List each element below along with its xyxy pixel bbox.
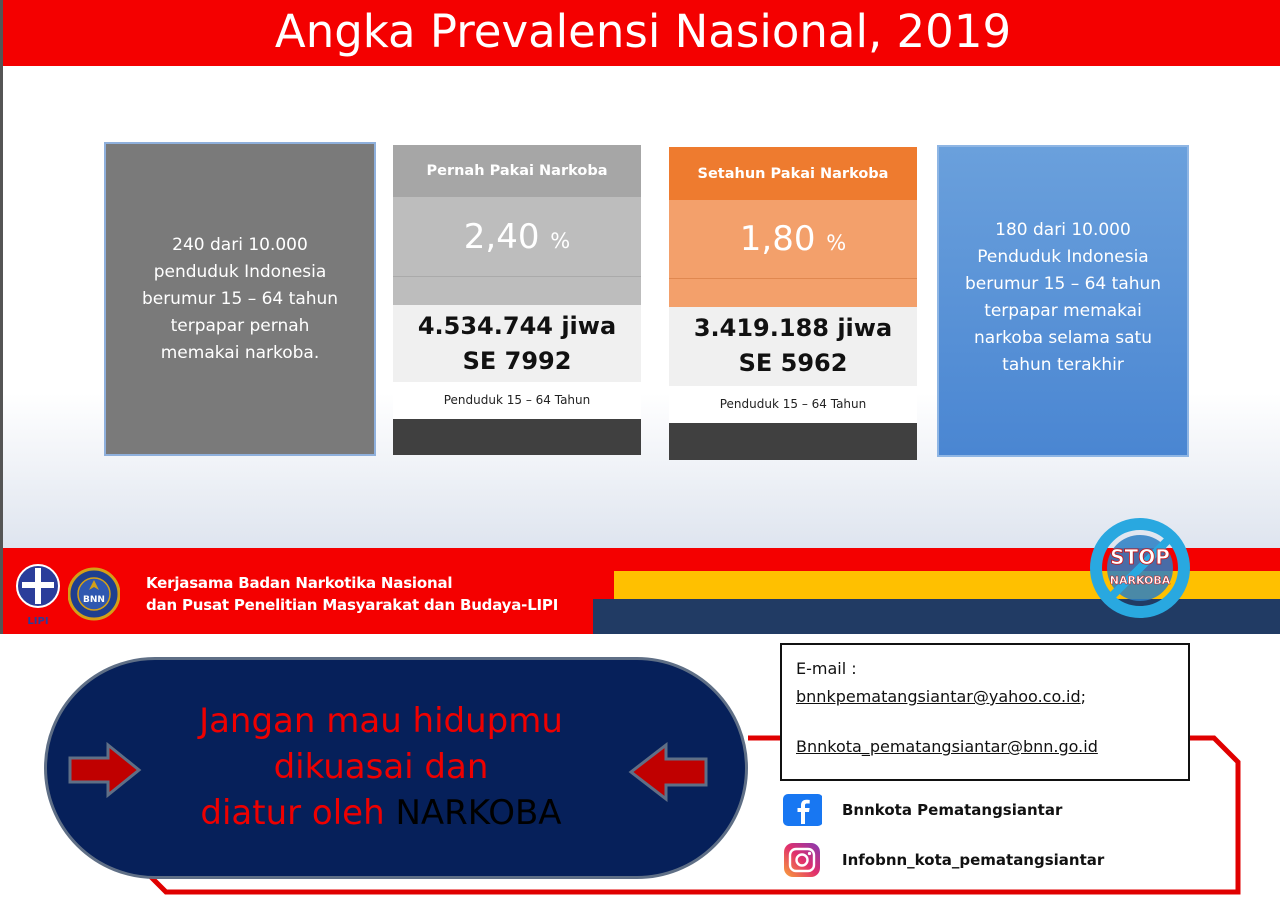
facebook-icon (782, 793, 822, 827)
card-header: Pernah Pakai Narkoba (393, 145, 641, 197)
gray-line: 240 dari 10.000 (172, 234, 308, 255)
blue-line: narkoba selama satu (974, 328, 1152, 348)
population-count: 4.534.744 jiwa SE 7992 (393, 305, 641, 382)
email-label: E-mail : (796, 659, 857, 678)
population-count: 3.419.188 jiwa SE 5962 (669, 307, 917, 386)
blue-line: Penduduk Indonesia (977, 247, 1149, 267)
email-link-yahoo[interactable]: bnnkpematangsiantar@yahoo.co.id (796, 687, 1081, 706)
blue-line: tahun terakhir (1002, 355, 1124, 375)
slide-title: Angka Prevalensi Nasional, 2019 (274, 5, 1012, 58)
blue-line: 180 dari 10.000 (995, 220, 1131, 240)
blue-line: berumur 15 – 64 tahun (964, 274, 1162, 294)
anti-drug-slogan: Jangan mau hidupmu dikuasai dan diatur oleh NARKOBA (199, 701, 563, 833)
instagram-account: Infobnn_kota_pematangsiantar (842, 851, 1105, 869)
prevalence-percent: 2,40 % (393, 197, 641, 277)
email-line: bnnkpematangsiantar@yahoo.co.id; (796, 687, 1087, 706)
email-link-bnn[interactable]: Bnnkota_pematangsiantar@bnn.go.id (796, 737, 1098, 756)
instagram-icon (782, 843, 822, 877)
gray-line: penduduk Indonesia (153, 261, 327, 282)
blue-line: terpapar memakai (984, 301, 1142, 321)
gray-line: terpapar pernah (170, 315, 310, 336)
population-label: Penduduk 15 – 64 Tahun (669, 386, 917, 423)
left-arrow-icon (628, 742, 708, 802)
svg-text:BNN: BNN (83, 595, 105, 605)
population-label: Penduduk 15 – 64 Tahun (393, 382, 641, 419)
facebook-account: Bnnkota Pematangsiantar (842, 801, 1063, 819)
right-arrow-icon (68, 742, 142, 798)
contact-box (780, 643, 1190, 781)
svg-text:NARKOBA: NARKOBA (1109, 574, 1171, 587)
svg-text:LIPI: LIPI (27, 616, 49, 627)
instagram-contact[interactable] (782, 843, 1104, 877)
facebook-contact[interactable] (782, 793, 1062, 827)
svg-text:STOP: STOP (1110, 545, 1170, 569)
card-header: Setahun Pakai Narkoba (669, 147, 917, 200)
footer-credit: Kerjasama Badan Narkotika Nasional dan Pusat Penelitian Masyarakat dan Budaya-LIPI (146, 574, 559, 614)
gray-line: berumur 15 – 64 tahun (141, 288, 339, 309)
gray-line: memakai narkoba. (160, 342, 320, 363)
prevalence-percent: 1,80 % (669, 200, 917, 279)
